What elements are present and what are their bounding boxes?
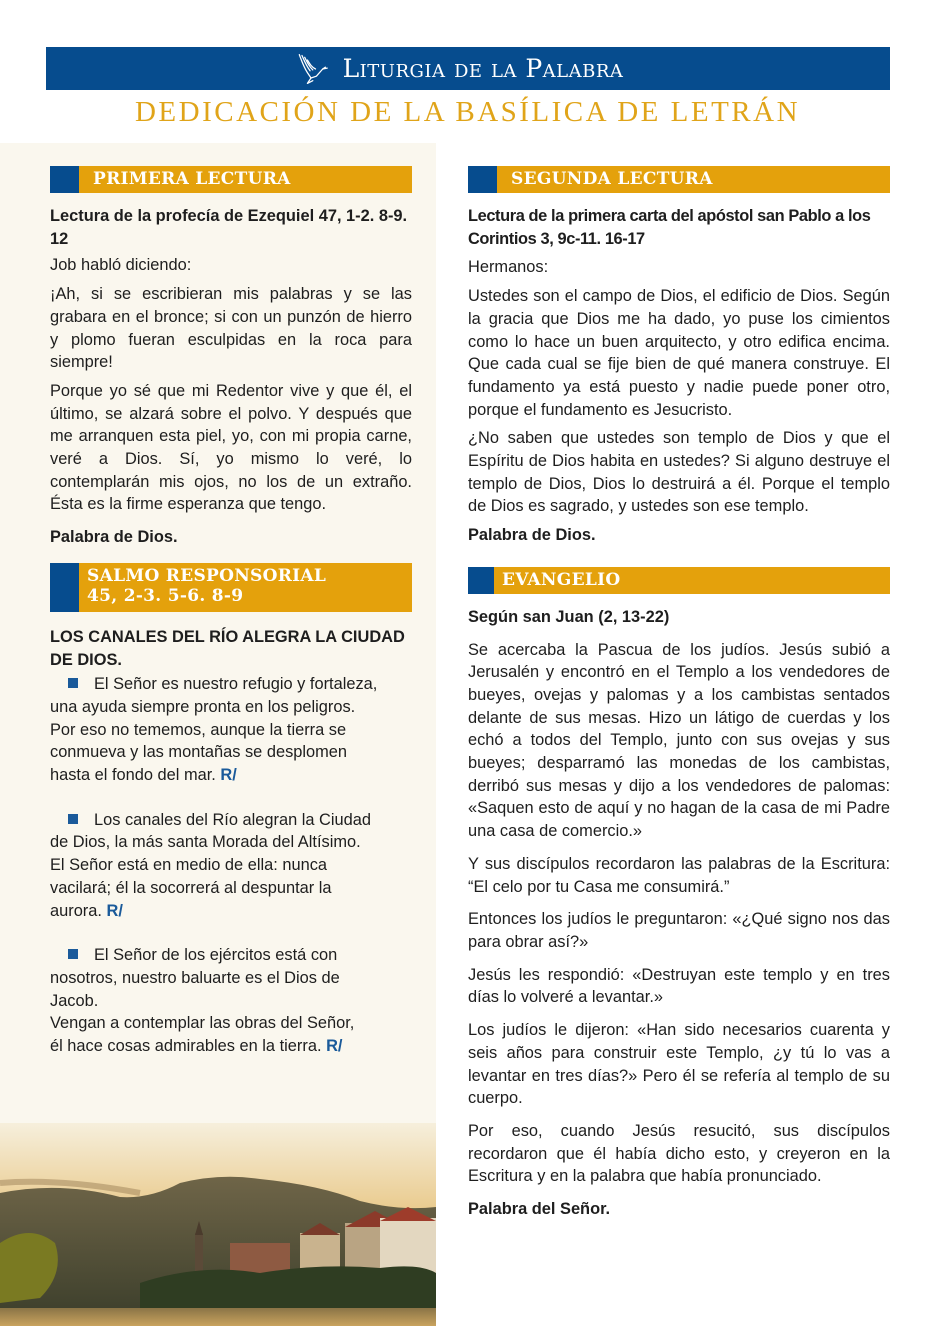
section-header-primera-lectura: [50, 166, 412, 193]
psalm-title: SALMO RESPONSORIAL: [87, 565, 327, 586]
primera-lectura-section: [50, 166, 412, 549]
reading-reference: Lectura de la primera carta del apóstol san Pablo a los Corintios 3, 9c-11. 16-17: [468, 207, 871, 248]
reading-paragraph: Se acercaba la Pascua de los judíos. Jesús subió a Jerusalén y encontró en el Templo a los vendedores de bueyes, ovejas y palomas y a los cambistas sentados delante de sus mesas. Hizo un látigo de cuerdas y los echó a todos del Templo, junto con sus ovejas y sus bueyes; desparramó las monedas de los cambistas, derribó sus mesas y dijo a los vendedores de palomas: «Saquen esto de aquí y no hagan de la casa de mi Padre una casa de comercio.»: [468, 640, 890, 841]
response-mark: R/: [220, 766, 237, 785]
section-header-segunda-lectura: [468, 166, 890, 193]
bullet-square-icon: [68, 678, 78, 688]
reading-paragraph: ¡Ah, si se escribieran mis palabras y se las grabara en el bronce; si con un punzón de hierro y plomo fueran esculpidas en la roca para siempre!: [50, 285, 412, 372]
stanza-line: una ayuda siempre pronta en los peligros.: [50, 697, 356, 716]
liturgy-banner: [46, 47, 890, 90]
stanza-line: él hace cosas admirables en la tierra.: [50, 1037, 322, 1056]
stanza-line: de Dios, la más santa Morada del Altísimo.: [50, 833, 361, 852]
stanza-line: Por eso no tememos, aunque la tierra se: [50, 720, 347, 739]
psalm-verses: 45, 2-3. 5-6. 8-9: [87, 585, 244, 606]
salmo-section: [50, 563, 412, 1058]
reading-paragraph: Jesús les respondió: «Destruyan este templo y en tres días lo volveré a levantar.»: [468, 965, 890, 1007]
stanza-line: conmueva y las montañas se desplomen: [50, 743, 348, 762]
reading-intro: Job habló diciendo:: [50, 256, 192, 275]
section-header-salmo: [50, 563, 412, 612]
reading-paragraph: ¿No saben que ustedes son templo de Dios y que el Espíritu de Dios habita en ustedes? Si alguno destruye el templo de Dios, Dios lo destruirá a él. Porque el templo de Dios es sagrado, y ustedes son ese templo.: [468, 429, 890, 516]
stanza-line: El Señor es nuestro refugio y fortaleza,: [94, 675, 378, 694]
section-title: [79, 563, 412, 612]
header-accent-block: [468, 166, 497, 193]
section-title: EVANGELIO: [494, 567, 890, 594]
reading-closing: Palabra de Dios.: [468, 526, 596, 545]
right-column: [468, 166, 890, 1227]
reading-paragraph: Y sus discípulos recordaron las palabras de la Escritura: “El celo por tu Casa me consumirá.”: [468, 854, 890, 896]
header-accent-block: [468, 567, 494, 594]
psalm-stanza: [50, 944, 412, 1058]
reading-intro: Hermanos:: [468, 258, 549, 277]
landscape-photo: [0, 1123, 436, 1326]
left-column: [50, 166, 412, 1080]
stanza-line: El Señor de los ejércitos está con: [94, 946, 338, 965]
stanza-line: Jacob.: [50, 991, 99, 1010]
stanza-line: El Señor está en medio de ella: nunca: [50, 856, 328, 875]
dove-icon: [293, 51, 329, 87]
response-mark: R/: [326, 1037, 343, 1056]
reading-paragraph: Entonces los judíos le preguntaron: «¿Qué signo nos das para obrar así?»: [468, 910, 890, 951]
header-accent-block: [50, 166, 79, 193]
header-accent-block: [50, 563, 79, 612]
reading-paragraph: Los judíos le dijeron: «Han sido necesarios cuarenta y seis años para construir este Templo, ¿y tú lo vas a levantar en tres días?» Pero él se refería al templo de su cuerpo.: [468, 1021, 890, 1108]
bullet-square-icon: [68, 949, 78, 959]
stanza-line: nosotros, nuestro baluarte es el Dios de: [50, 968, 340, 987]
psalm-stanza: [50, 673, 412, 787]
reading-paragraph: Porque yo sé que mi Redentor vive y que él, el último, se alzará sobre el polvo. Y después que me arranquen esta piel, yo, con mi propia carne, veré a Dios. Sí, yo mismo lo veré, lo contemplarán mis ojos, no los de un extraño. Ésta es la firme esperanza que tengo.: [50, 381, 412, 514]
stanza-line: hasta el fondo del mar.: [50, 766, 216, 785]
section-title: PRIMERA LECTURA: [79, 166, 412, 193]
reading-closing: Palabra del Señor.: [468, 1200, 611, 1219]
reading-paragraph: Ustedes son el campo de Dios, el edificio de Dios. Según la gracia que Dios me ha dado, yo puse los cimientos como lo hace un buen arquitecto, y otro edifica encima. Que cada cual se fije bien de qué manera construye. El fundamento ya está puesto y nadie puede poner otro, porque el fundamento es Jesucristo.: [468, 287, 890, 419]
psalm-stanza: [50, 809, 412, 923]
stanza-line: Vengan a contemplar las obras del Señor,: [50, 1014, 355, 1033]
psalm-refrain: LOS CANALES DEL RÍO ALEGRA LA CIUDAD DE DIOS.: [50, 627, 405, 669]
stanza-line: vacilará; él la socorrerá al despuntar la: [50, 878, 332, 897]
reading-closing: Palabra de Dios.: [50, 528, 178, 547]
reading-reference: Según san Juan (2, 13-22): [468, 607, 670, 626]
banner-title: Liturgia de la Palabra: [342, 54, 624, 83]
response-mark: R/: [106, 901, 123, 920]
reading-paragraph: Por eso, cuando Jesús resucitó, sus discípulos recordaron que él había dicho esto, y creyeron en la Escritura y en la palabra que había pronunciado.: [468, 1121, 890, 1186]
reading-reference: Lectura de la profecía de Ezequiel 47, 1-2. 8-9. 12: [50, 207, 408, 248]
feast-title: DEDICACIÓN DE LA BASÍLICA DE LETRÁN: [134, 96, 801, 128]
segunda-lectura-section: [468, 166, 890, 547]
stanza-line: aurora.: [50, 901, 102, 920]
section-title: SEGUNDA LECTURA: [497, 166, 890, 193]
section-header-evangelio: [468, 567, 890, 594]
stanza-line: Los canales del Río alegran la Ciudad: [94, 810, 372, 829]
evangelio-section: [468, 567, 890, 1221]
bullet-square-icon: [68, 814, 78, 824]
